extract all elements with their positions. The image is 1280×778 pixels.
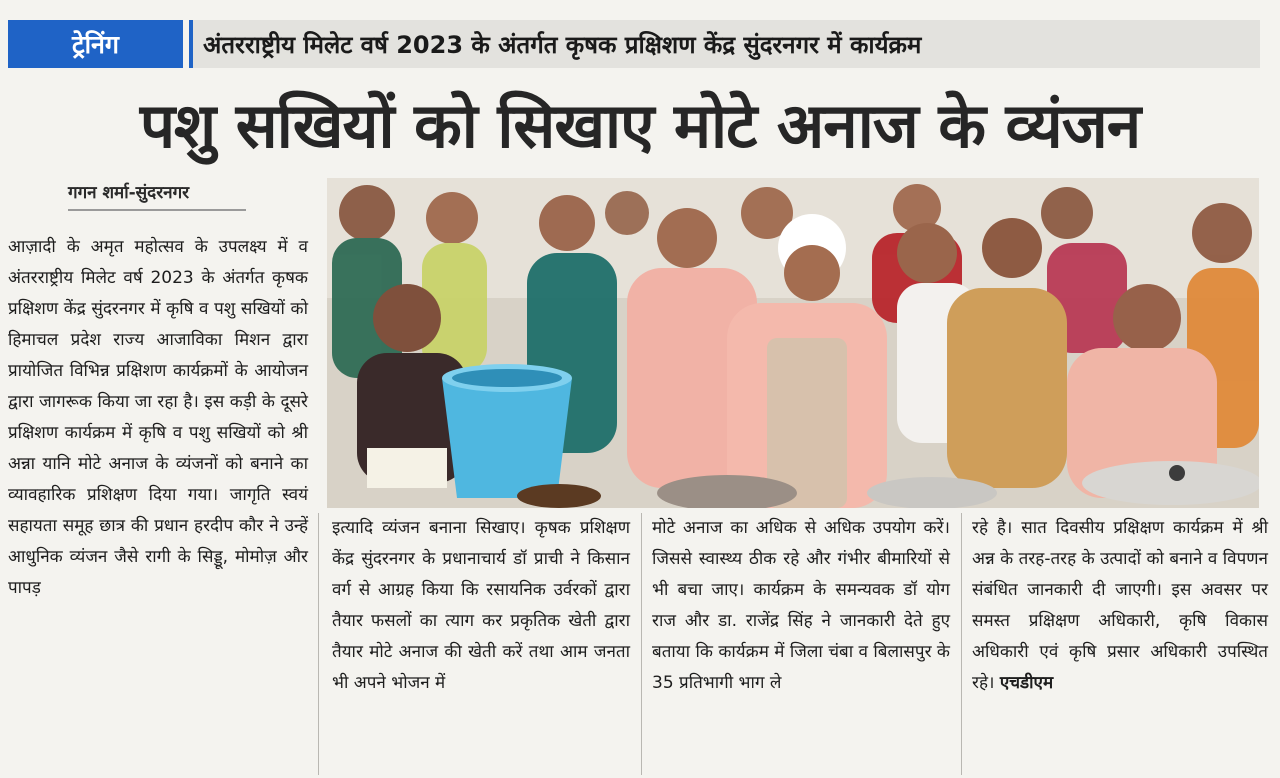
article-text: रहे है। सात दिवसीय प्रक्षिक्षण कार्यक्रम में श्री अन्न के तरह-तरह के उत्पादों को बनाने व विपणन संबंधित जानकारी दी जाएगी। इस अवसर पर समस्त प्रक्षिक्षण अधिकारी, कृषि विकास अधिकारी एवं कृषि प्रसार अधिकारी उपस्थित रहे। xyxy=(972,518,1268,693)
kicker: अंतरराष्ट्रीय मिलेट वर्ष 2023 के अंतर्गत कृषक प्रक्षिशण केंद्र सुंदरनगर में कार्यक्रम xyxy=(189,20,1260,68)
article-column-1 xyxy=(8,232,308,604)
article-column-3 xyxy=(652,513,950,699)
article-paragraph: इत्यादि व्यंजन बनाना सिखाए। कृषक प्रशिक्षण केंद्र सुंदरनगर के प्रधानाचार्य डॉ प्राची ने किसान वर्ग से आग्रह किया कि रसायनिक उर्वरकों द्वारा तैयार फसलों का त्याग कर प्रकृतिक खेती द्वारा तैयार मोटे अनाज की खेती करें तथा आम जनता भी अपने भोजन में xyxy=(332,518,630,693)
column-rule xyxy=(318,513,319,775)
photo-illustration xyxy=(327,178,1259,508)
section-header xyxy=(8,20,1260,68)
article-column-4 xyxy=(972,513,1268,699)
article-paragraph: आज़ादी के अमृत महोत्सव के उपलक्ष्य में व अंतरराष्ट्रीय मिलेट वर्ष 2023 के अंतर्गत कृषक प्रक्षिशण केंद्र सुंदरनगर में कृषि व पशु सखियों को हिमाचल प्रदेश राज्य आजाविका मिशन द्वारा प्रायोजित विभिन्न प्रक्षिशण कार्यक्रमों के आयोजन द्वारा जागरूक किया जा रहा है। इस कड़ी के दूसरे प्रक्षिशण कार्यक्रम में कृषि व पशु सखियों को श्री अन्ना यानि मोटे अनाज के व्यंजनों को बनाने का व्यावहारिक प्रशिक्षण दिया गया। जागृति स्वयं सहायता समूह छात्र की प्रधान हरदीप कौर ने उन्हें आधुनिक व्यंजन जैसे रागी के सिड्डू, मोमोज़ और पापड़ xyxy=(8,237,308,598)
signoff: एचडीएम xyxy=(999,673,1054,693)
byline: गगन शर्मा-सुंदरनगर xyxy=(68,180,246,211)
headline: पशु सखियों को सिखाए मोटे अनाज के व्यंजन xyxy=(139,89,1141,162)
column-rule xyxy=(641,513,642,775)
article-paragraph xyxy=(972,513,1268,699)
column-rule xyxy=(961,513,962,775)
news-photo xyxy=(327,178,1259,508)
section-tag: ट्रेनिंग xyxy=(8,20,183,68)
article-paragraph: मोटे अनाज का अधिक से अधिक उपयोग करें। जिससे स्वास्थ्य ठीक रहे और गंभीर बीमारियों से भी बचा जाए। कार्यक्रम के समन्यवक डॉ योग राज और डा. राजेंद्र सिंह ने जानकारी देते हुए बताया कि कार्यक्रम में जिला चंबा व बिलासपुर के 35 प्रतिभागी भाग ले xyxy=(652,518,950,693)
article-column-2 xyxy=(332,513,630,699)
